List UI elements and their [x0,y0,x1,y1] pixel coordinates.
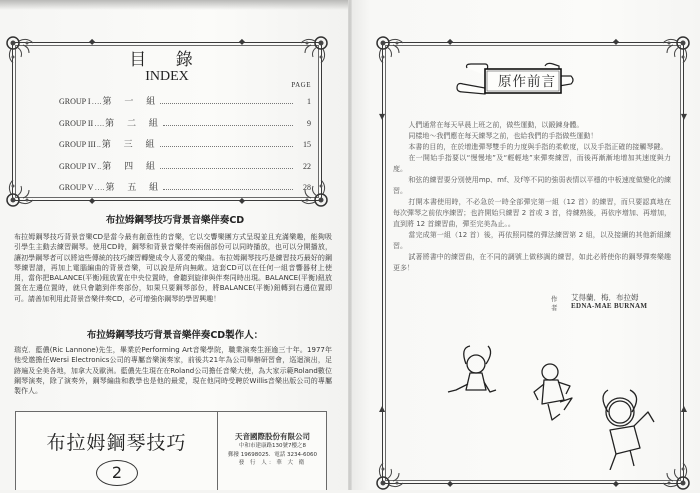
toc-group: GROUP I [59,97,91,106]
toc-page-number: 9 [307,118,311,128]
publisher-contact: 郵撥 19698025．電話 3234-6060 [228,451,317,458]
toc-leader: …. [91,97,102,106]
toc-group: GROUP II [59,118,94,128]
ornament-corner-icon [373,459,407,493]
ornament-corner-icon [373,33,407,67]
toc-group-zh: 第 三 組 [101,140,160,150]
toc-entry[interactable] [59,180,311,202]
cd-section-body: 布拉姆鋼琴技巧背景音樂CD是當今最有創意性的音樂，它以交響樂團方式呈現並且充滿樂趣，能夠吸引學生主動去練習鋼琴。使用CD時，鋼琴和背景音樂伴奏兩個部份可以同時播放，也可以分開播放，讓初學鋼琴者可以將這些傳統的技巧練習轉變成令人喜愛的樂曲。布拉姆鋼琴技巧是練習技巧最好的鋼琴練習譜，再加上電腦編曲的背景音樂，可以說是所向無敵。這套CD可以在任何一組音響器材上使用，當你把BALANCE(平衡)鈕放置在中央位置時，會聽到旋律與伴奏同時出現。BALANCE(平衡)鈕放置在左邊位置時，就只會聽到伴奏部份，如果只要鋼琴部份，將BALANCE(平衡)鈕轉到右邊位置即可。請善加利用此背景音樂伴奏CD，必可增強你鋼琴的學習興趣！ [14,233,332,303]
toc-group-zh: 第 一 組 [102,97,161,107]
index-frame [12,37,322,205]
arrow-ornament-icon: ◆ [612,479,619,488]
book-info-box [15,411,327,490]
toc-entry[interactable] [59,159,311,181]
ornament-corner-icon [3,176,37,210]
publisher-name: 天音國際股份有限公司 [235,432,310,441]
arrow-ornament-icon: ◆ [612,37,619,46]
preface-paragraph: 打開本書使用時，不必急於一時全部彈完第一組（12 首）的練習，而只要認真地在每次彈琴之前依序練習；也許開始只練習 2 首或 3 首，待練熟後，再依序增加、再增加，直到將 12 首練習曲，彈至完美為止。。 [393,198,671,228]
arrow-ornament-icon: ◆ [447,37,454,46]
toc-group: GROUP IV [59,161,97,171]
toc-group: GROUP V [59,183,94,192]
toc-leader: .. [97,161,102,171]
volume-number: 2 [96,460,138,486]
author-name-en: EDNA-MAE BURNAM [571,302,648,310]
arrow-ornament-icon: ▼ [680,112,687,121]
preface-paragraph: 人們通常在每天早晨上班之前，做些運動，以鍛鍊身體。 [408,121,584,129]
toc-dot-leader [163,189,293,190]
arrow-ornament-icon: ◆ [238,37,245,46]
preface-title: 原作前言 [498,74,556,90]
index-title-en: INDEX [145,69,189,84]
producer-section-heading: 布拉姆鋼琴技巧背景音樂伴奏CD製作人： [86,330,264,341]
producer-section-body: 瑞克．藍儂(Ric Lannone)先生，畢業於Performing Art音樂學院，職業演奏生涯逾三十年。1977年他受邀擔任Wersi Electronics公司的專屬音樂演奏家，前後共21年為公司舉辦研習會，巡迴演出，足跡遍及全美各地，加拿大及歐洲。藍儂先生現在在Roland公司擔任音樂大使，為大家示範Roland數位鋼琴演奏，除了演奏外，鋼琴編曲和教學也是他的最愛，現在他同時受聘於Willis音樂出版公司的專屬製作人。 [14,346,332,396]
toc-dot-leader [160,146,293,147]
preface-paragraph: 本書的目的，在於增進彈琴雙手的力度與手指的柔軟度，以及手指正確的接觸琴鍵。 [408,143,668,151]
preface-paragraph: 試著將書中的練習曲，在不同的調號上做移調的練習，如此必將使你的鋼琴彈奏樂趣更多！ [393,253,671,272]
publisher-info [219,432,326,468]
toc-dot-leader [163,125,293,126]
ornament-corner-icon [659,33,693,67]
toc-group-zh: 第 五 組 [105,183,164,193]
toc-entry[interactable] [59,116,311,138]
index-title-zh: 目 錄 [129,50,205,70]
preface-paragraph: 同樣地～我們應在每天練琴之前，也給我們的手指做些運動！ [408,132,598,140]
preface-paragraph: 和弦的練習要分別使用mp、mf、及f等不同的強弱表情以平穩的中板速度做變化的練習。 [393,176,671,195]
toc-group: GROUP III [59,140,96,149]
author-label: 作者 [551,295,558,312]
toc-page-number: 22 [303,161,311,171]
book-spine [348,0,352,490]
box-divider [217,412,218,490]
index-heading [13,51,321,84]
stick-figures-illustration-icon [430,330,670,470]
page-column-label: PAGE [291,81,311,89]
preface-paragraph: 當完成第一組（12 首）後，再依照同樣的彈法練習第 2 組，以及接續的其他新組練習。 [393,231,671,250]
book-title: 布拉姆鋼琴技巧 [46,432,187,454]
toc-leader: …. [94,183,105,192]
toc-leader: .. [96,140,101,149]
preface-body [393,120,671,274]
toc-dot-leader [160,168,293,169]
toc-page-number: 28 [303,183,311,192]
toc-leader: …. [94,118,105,128]
toc-dot-leader [160,103,293,104]
toc-page-number: 15 [303,140,311,149]
toc-page-number: 1 [307,97,311,106]
arrow-ornament-icon: ◆ [89,196,96,205]
arrow-ornament-icon: ▲ [379,404,386,413]
author-name-zh: 艾得蘭．梅．布拉姆 [571,293,639,302]
publisher-address: 中和市建康路130號7樓之8 [239,443,306,449]
toc-group-zh: 第 四 組 [102,161,160,172]
arrow-ornament-icon: ▼ [379,112,386,121]
table-of-contents [59,94,311,202]
toc-entry[interactable] [59,137,311,159]
toc-entry[interactable] [59,94,311,116]
cd-section-heading: 布拉姆鋼琴技巧背景音樂伴奏CD [105,215,245,226]
arrow-ornament-icon: ◆ [89,37,96,46]
arrow-ornament-icon: ▲ [680,404,687,413]
arrow-ornament-icon: ◆ [447,479,454,488]
arrow-ornament-icon: ◆ [238,196,245,205]
toc-group-zh: 第 二 組 [105,118,163,129]
scan-shadow [0,0,350,10]
preface-paragraph: 在一開始手指要以“慢慢地”及“輕輕地”來彈奏練習，而後再漸漸地增加其速度與力度。 [393,154,671,173]
publisher-issuer: 發 行 人：華 大 衛 [238,460,307,466]
left-page [0,0,350,490]
